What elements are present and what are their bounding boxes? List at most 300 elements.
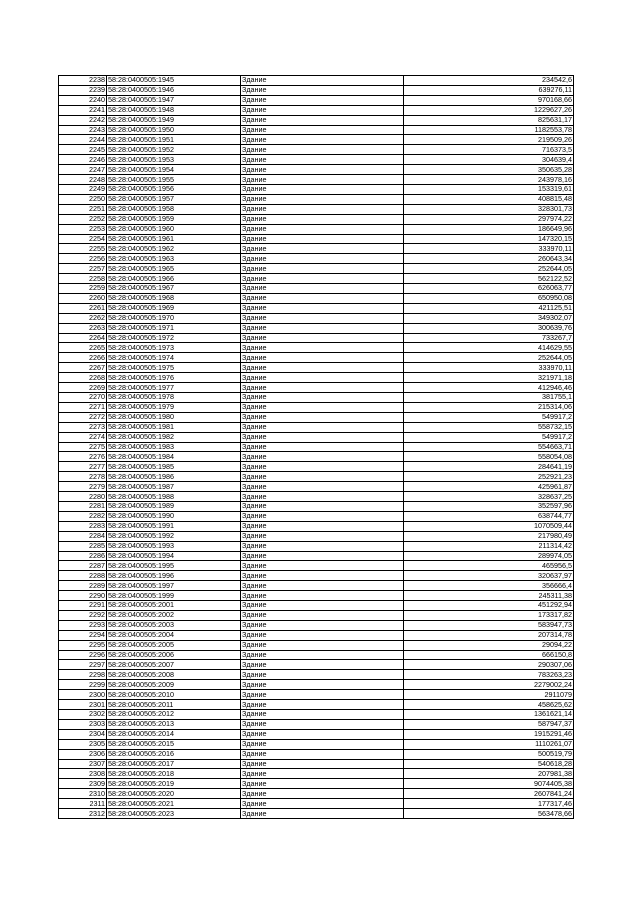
table-row (59, 145, 574, 155)
cadastral-number-cell: 58:28:0400505:1956 (107, 184, 241, 194)
row-number-cell: 2311 (59, 799, 107, 809)
cadastral-value-cell: 549917,2 (404, 432, 574, 442)
cadastral-number-cell: 58:28:0400505:1996 (107, 571, 241, 581)
object-type-cell: Здание (241, 640, 404, 650)
cadastral-value-cell: 300639,76 (404, 323, 574, 333)
object-type-cell: Здание (241, 204, 404, 214)
cadastral-number-cell: 58:28:0400505:2015 (107, 739, 241, 749)
row-number-cell: 2287 (59, 561, 107, 571)
object-type-cell: Здание (241, 442, 404, 452)
object-type-cell: Здание (241, 492, 404, 502)
object-type-cell: Здание (241, 234, 404, 244)
table-row (59, 155, 574, 165)
table-row (59, 125, 574, 135)
table-row (59, 591, 574, 601)
row-number-cell: 2265 (59, 343, 107, 353)
row-number-cell: 2259 (59, 284, 107, 294)
object-type-cell: Здание (241, 650, 404, 660)
cadastral-number-cell: 58:28:0400505:1955 (107, 175, 241, 185)
cadastral-value-cell: 451292,94 (404, 601, 574, 611)
object-type-cell: Здание (241, 373, 404, 383)
row-number-cell: 2240 (59, 95, 107, 105)
table-row (59, 739, 574, 749)
row-number-cell: 2267 (59, 363, 107, 373)
cadastral-value-cell: 289974,05 (404, 551, 574, 561)
row-number-cell: 2262 (59, 313, 107, 323)
cadastral-number-cell: 58:28:0400505:2023 (107, 809, 241, 819)
object-type-cell: Здание (241, 779, 404, 789)
row-number-cell: 2281 (59, 501, 107, 511)
object-type-cell: Здание (241, 789, 404, 799)
row-number-cell: 2283 (59, 521, 107, 531)
cadastral-number-cell: 58:28:0400505:1948 (107, 105, 241, 115)
row-number-cell: 2285 (59, 541, 107, 551)
table-row (59, 402, 574, 412)
cadastral-value-cell: 825631,17 (404, 115, 574, 125)
object-type-cell: Здание (241, 323, 404, 333)
row-number-cell: 2293 (59, 620, 107, 630)
cadastral-value-cell: 177317,46 (404, 799, 574, 809)
table-row (59, 442, 574, 452)
table-row (59, 175, 574, 185)
row-number-cell: 2294 (59, 630, 107, 640)
object-type-cell: Здание (241, 95, 404, 105)
table-row (59, 561, 574, 571)
row-number-cell: 2297 (59, 660, 107, 670)
row-number-cell: 2258 (59, 274, 107, 284)
table-row (59, 264, 574, 274)
cadastral-value-cell: 349302,07 (404, 313, 574, 323)
table-row (59, 571, 574, 581)
object-type-cell: Здание (241, 254, 404, 264)
row-number-cell: 2243 (59, 125, 107, 135)
cadastral-number-cell: 58:28:0400505:2005 (107, 640, 241, 650)
cadastral-value-cell: 234542,6 (404, 76, 574, 86)
cadastral-number-cell: 58:28:0400505:1988 (107, 492, 241, 502)
object-type-cell: Здание (241, 184, 404, 194)
cadastral-value-cell: 1361621,14 (404, 710, 574, 720)
cadastral-value-cell: 500519,79 (404, 749, 574, 759)
row-number-cell: 2279 (59, 482, 107, 492)
table-row (59, 462, 574, 472)
row-number-cell: 2278 (59, 472, 107, 482)
table-row (59, 95, 574, 105)
cadastral-number-cell: 58:28:0400505:1959 (107, 214, 241, 224)
row-number-cell: 2256 (59, 254, 107, 264)
table-row (59, 105, 574, 115)
table-row (59, 620, 574, 630)
row-number-cell: 2289 (59, 581, 107, 591)
table-row (59, 581, 574, 591)
object-type-cell: Здание (241, 274, 404, 284)
cadastral-value-cell: 260643,34 (404, 254, 574, 264)
row-number-cell: 2245 (59, 145, 107, 155)
table-row (59, 323, 574, 333)
object-type-cell: Здание (241, 145, 404, 155)
cadastral-number-cell: 58:28:0400505:1963 (107, 254, 241, 264)
row-number-cell: 2272 (59, 412, 107, 422)
object-type-cell: Здание (241, 353, 404, 363)
table-row (59, 274, 574, 284)
table-row (59, 610, 574, 620)
cadastral-number-cell: 58:28:0400505:1967 (107, 284, 241, 294)
table-row (59, 472, 574, 482)
row-number-cell: 2306 (59, 749, 107, 759)
table-row (59, 710, 574, 720)
row-number-cell: 2263 (59, 323, 107, 333)
row-number-cell: 2302 (59, 710, 107, 720)
row-number-cell: 2288 (59, 571, 107, 581)
row-number-cell: 2250 (59, 194, 107, 204)
cadastral-number-cell: 58:28:0400505:2018 (107, 769, 241, 779)
cadastral-value-cell: 1110261,07 (404, 739, 574, 749)
object-type-cell: Здание (241, 601, 404, 611)
cadastral-value-cell: 243978,16 (404, 175, 574, 185)
object-type-cell: Здание (241, 462, 404, 472)
cadastral-number-cell: 58:28:0400505:1960 (107, 224, 241, 234)
cadastral-number-cell: 58:28:0400505:1982 (107, 432, 241, 442)
table-row (59, 135, 574, 145)
cadastral-number-cell: 58:28:0400505:1981 (107, 422, 241, 432)
object-type-cell: Здание (241, 700, 404, 710)
cadastral-number-cell: 58:28:0400505:1970 (107, 313, 241, 323)
object-type-cell: Здание (241, 343, 404, 353)
object-type-cell: Здание (241, 521, 404, 531)
cadastral-value-cell: 425961,87 (404, 482, 574, 492)
cadastral-value-cell: 321971,18 (404, 373, 574, 383)
row-number-cell: 2238 (59, 76, 107, 86)
object-type-cell: Здание (241, 412, 404, 422)
row-number-cell: 2260 (59, 293, 107, 303)
table-row (59, 452, 574, 462)
table-row (59, 363, 574, 373)
cadastral-number-cell: 58:28:0400505:1989 (107, 501, 241, 511)
table-row (59, 769, 574, 779)
table-row (59, 799, 574, 809)
row-number-cell: 2244 (59, 135, 107, 145)
table-row (59, 680, 574, 690)
table-row (59, 521, 574, 531)
cadastral-number-cell: 58:28:0400505:1952 (107, 145, 241, 155)
table-row (59, 85, 574, 95)
row-number-cell: 2268 (59, 373, 107, 383)
cadastral-number-cell: 58:28:0400505:1945 (107, 76, 241, 86)
row-number-cell: 2312 (59, 809, 107, 819)
row-number-cell: 2274 (59, 432, 107, 442)
object-type-cell: Здание (241, 501, 404, 511)
cadastral-number-cell: 58:28:0400505:1965 (107, 264, 241, 274)
object-type-cell: Здание (241, 591, 404, 601)
object-type-cell: Здание (241, 115, 404, 125)
row-number-cell: 2255 (59, 244, 107, 254)
object-type-cell: Здание (241, 452, 404, 462)
table-row (59, 432, 574, 442)
cadastral-value-cell: 650950,08 (404, 293, 574, 303)
table-row (59, 194, 574, 204)
cadastral-number-cell: 58:28:0400505:1966 (107, 274, 241, 284)
row-number-cell: 2269 (59, 383, 107, 393)
row-number-cell: 2276 (59, 452, 107, 462)
cadastral-value-cell: 2911079 (404, 690, 574, 700)
cadastral-value-cell: 587947,37 (404, 719, 574, 729)
cadastral-value-cell: 304639,4 (404, 155, 574, 165)
cadastral-value-cell: 320637,97 (404, 571, 574, 581)
table-row (59, 165, 574, 175)
row-number-cell: 2291 (59, 601, 107, 611)
cadastral-number-cell: 58:28:0400505:1992 (107, 531, 241, 541)
table-row (59, 284, 574, 294)
object-type-cell: Здание (241, 393, 404, 403)
object-type-cell: Здание (241, 759, 404, 769)
table-row (59, 234, 574, 244)
cadastral-value-cell: 297974,22 (404, 214, 574, 224)
cadastral-number-cell: 58:28:0400505:1983 (107, 442, 241, 452)
object-type-cell: Здание (241, 105, 404, 115)
cadastral-value-cell: 583947,73 (404, 620, 574, 630)
table-row (59, 511, 574, 521)
cadastral-number-cell: 58:28:0400505:1994 (107, 551, 241, 561)
cadastral-number-cell: 58:28:0400505:2001 (107, 601, 241, 611)
object-type-cell: Здание (241, 551, 404, 561)
table-row (59, 244, 574, 254)
cadastral-value-cell: 333970,11 (404, 244, 574, 254)
cadastral-value-cell: 733267,7 (404, 333, 574, 343)
row-number-cell: 2301 (59, 700, 107, 710)
cadastral-value-cell: 356666,4 (404, 581, 574, 591)
cadastral-value-cell: 458625,62 (404, 700, 574, 710)
row-number-cell: 2280 (59, 492, 107, 502)
object-type-cell: Здание (241, 432, 404, 442)
object-type-cell: Здание (241, 402, 404, 412)
row-number-cell: 2266 (59, 353, 107, 363)
cadastral-number-cell: 58:28:0400505:1969 (107, 303, 241, 313)
cadastral-number-cell: 58:28:0400505:2008 (107, 670, 241, 680)
cadastral-value-cell: 252921,23 (404, 472, 574, 482)
object-type-cell: Здание (241, 264, 404, 274)
cadastral-value-cell: 207981,38 (404, 769, 574, 779)
row-number-cell: 2307 (59, 759, 107, 769)
cadastral-value-cell: 245311,38 (404, 591, 574, 601)
row-number-cell: 2271 (59, 402, 107, 412)
cadastral-value-cell: 284641,19 (404, 462, 574, 472)
cadastral-number-cell: 58:28:0400505:2021 (107, 799, 241, 809)
row-number-cell: 2270 (59, 393, 107, 403)
cadastral-value-cell: 219509,26 (404, 135, 574, 145)
cadastral-value-cell: 540618,28 (404, 759, 574, 769)
object-type-cell: Здание (241, 482, 404, 492)
row-number-cell: 2253 (59, 224, 107, 234)
object-type-cell: Здание (241, 194, 404, 204)
cadastral-value-cell: 352597,96 (404, 501, 574, 511)
cadastral-number-cell: 58:28:0400505:1949 (107, 115, 241, 125)
object-type-cell: Здание (241, 610, 404, 620)
table-row (59, 601, 574, 611)
cadastral-number-cell: 58:28:0400505:1950 (107, 125, 241, 135)
cadastral-number-cell: 58:28:0400505:2017 (107, 759, 241, 769)
object-type-cell: Здание (241, 630, 404, 640)
row-number-cell: 2277 (59, 462, 107, 472)
table-row (59, 313, 574, 323)
cadastral-number-cell: 58:28:0400505:1977 (107, 383, 241, 393)
object-type-cell: Здание (241, 224, 404, 234)
table-row (59, 501, 574, 511)
object-type-cell: Здание (241, 175, 404, 185)
object-type-cell: Здание (241, 333, 404, 343)
cadastral-number-cell: 58:28:0400505:1997 (107, 581, 241, 591)
cadastral-value-cell: 639276,11 (404, 85, 574, 95)
object-type-cell: Здание (241, 729, 404, 739)
cadastral-value-cell: 215314,06 (404, 402, 574, 412)
object-type-cell: Здание (241, 749, 404, 759)
cadastral-number-cell: 58:28:0400505:1961 (107, 234, 241, 244)
cadastral-value-cell: 549917,2 (404, 412, 574, 422)
cadastral-number-cell: 58:28:0400505:2002 (107, 610, 241, 620)
cadastral-value-cell: 333970,11 (404, 363, 574, 373)
cadastral-value-cell: 562122,52 (404, 274, 574, 284)
object-type-cell: Здание (241, 313, 404, 323)
row-number-cell: 2239 (59, 85, 107, 95)
cadastral-value-cell: 186649,96 (404, 224, 574, 234)
cadastral-number-cell: 58:28:0400505:2019 (107, 779, 241, 789)
row-number-cell: 2308 (59, 769, 107, 779)
cadastral-value-cell: 153319,61 (404, 184, 574, 194)
row-number-cell: 2300 (59, 690, 107, 700)
row-number-cell: 2264 (59, 333, 107, 343)
row-number-cell: 2273 (59, 422, 107, 432)
row-number-cell: 2246 (59, 155, 107, 165)
cadastral-number-cell: 58:28:0400505:2007 (107, 660, 241, 670)
cadastral-number-cell: 58:28:0400505:2014 (107, 729, 241, 739)
table-row (59, 76, 574, 86)
row-number-cell: 2296 (59, 650, 107, 660)
cadastral-value-cell: 381755,1 (404, 393, 574, 403)
cadastral-value-cell: 558054,08 (404, 452, 574, 462)
cadastral-number-cell: 58:28:0400505:1978 (107, 393, 241, 403)
row-number-cell: 2247 (59, 165, 107, 175)
row-number-cell: 2254 (59, 234, 107, 244)
table-row (59, 383, 574, 393)
object-type-cell: Здание (241, 690, 404, 700)
row-number-cell: 2292 (59, 610, 107, 620)
table-row (59, 333, 574, 343)
table-row (59, 393, 574, 403)
cadastral-value-cell: 626063,77 (404, 284, 574, 294)
cadastral-number-cell: 58:28:0400505:1980 (107, 412, 241, 422)
cadastral-value-cell: 408815,48 (404, 194, 574, 204)
row-number-cell: 2310 (59, 789, 107, 799)
cadastral-number-cell: 58:28:0400505:1946 (107, 85, 241, 95)
object-type-cell: Здание (241, 719, 404, 729)
row-number-cell: 2298 (59, 670, 107, 680)
cadastral-value-cell: 666150,8 (404, 650, 574, 660)
cadastral-value-cell: 1182553,78 (404, 125, 574, 135)
cadastral-value-cell: 716373,5 (404, 145, 574, 155)
table-row (59, 482, 574, 492)
cadastral-value-cell: 217980,49 (404, 531, 574, 541)
cadastral-number-cell: 58:28:0400505:1990 (107, 511, 241, 521)
cadastral-number-cell: 58:28:0400505:1971 (107, 323, 241, 333)
cadastral-number-cell: 58:28:0400505:2009 (107, 680, 241, 690)
cadastral-value-cell: 421125,51 (404, 303, 574, 313)
table-row (59, 224, 574, 234)
object-type-cell: Здание (241, 541, 404, 551)
object-type-cell: Здание (241, 620, 404, 630)
object-type-cell: Здание (241, 383, 404, 393)
object-type-cell: Здание (241, 670, 404, 680)
cadastral-value-cell: 207314,78 (404, 630, 574, 640)
table-row (59, 759, 574, 769)
cadastral-value-cell: 252644,05 (404, 353, 574, 363)
row-number-cell: 2290 (59, 591, 107, 601)
cadastral-value-cell: 147320,15 (404, 234, 574, 244)
table-row (59, 700, 574, 710)
cadastral-number-cell: 58:28:0400505:2010 (107, 690, 241, 700)
object-type-cell: Здание (241, 303, 404, 313)
object-type-cell: Здание (241, 155, 404, 165)
row-number-cell: 2284 (59, 531, 107, 541)
row-number-cell: 2282 (59, 511, 107, 521)
object-type-cell: Здание (241, 422, 404, 432)
object-type-cell: Здание (241, 799, 404, 809)
object-type-cell: Здание (241, 660, 404, 670)
object-type-cell: Здание (241, 214, 404, 224)
cadastral-value-cell: 783263,23 (404, 670, 574, 680)
cadastral-number-cell: 58:28:0400505:1957 (107, 194, 241, 204)
row-number-cell: 2305 (59, 739, 107, 749)
cadastral-value-cell: 350635,28 (404, 165, 574, 175)
object-type-cell: Здание (241, 581, 404, 591)
cadastral-number-cell: 58:28:0400505:1985 (107, 462, 241, 472)
cadastral-number-cell: 58:28:0400505:1995 (107, 561, 241, 571)
cadastral-value-cell: 211314,42 (404, 541, 574, 551)
table-row (59, 293, 574, 303)
cadastral-number-cell: 58:28:0400505:2006 (107, 650, 241, 660)
row-number-cell: 2299 (59, 680, 107, 690)
object-type-cell: Здание (241, 680, 404, 690)
row-number-cell: 2249 (59, 184, 107, 194)
object-type-cell: Здание (241, 511, 404, 521)
cadastral-value-cell: 2607841,24 (404, 789, 574, 799)
object-type-cell: Здание (241, 561, 404, 571)
table-row (59, 551, 574, 561)
object-type-cell: Здание (241, 85, 404, 95)
object-type-cell: Здание (241, 284, 404, 294)
cadastral-number-cell: 58:28:0400505:1972 (107, 333, 241, 343)
row-number-cell: 2309 (59, 779, 107, 789)
row-number-cell: 2242 (59, 115, 107, 125)
table-row (59, 343, 574, 353)
cadastral-value-cell: 554663,71 (404, 442, 574, 452)
object-type-cell: Здание (241, 135, 404, 145)
row-number-cell: 2303 (59, 719, 107, 729)
table-row (59, 214, 574, 224)
table-row (59, 422, 574, 432)
row-number-cell: 2304 (59, 729, 107, 739)
cadastral-number-cell: 58:28:0400505:1999 (107, 591, 241, 601)
table-row (59, 690, 574, 700)
cadastral-number-cell: 58:28:0400505:1991 (107, 521, 241, 531)
row-number-cell: 2286 (59, 551, 107, 561)
cadastral-value-cell: 29094,22 (404, 640, 574, 650)
cadastral-value-cell: 563478,66 (404, 809, 574, 819)
row-number-cell: 2275 (59, 442, 107, 452)
table-row (59, 650, 574, 660)
table-row (59, 789, 574, 799)
cadastral-value-cell: 2279002,24 (404, 680, 574, 690)
cadastral-table (58, 75, 574, 819)
cadastral-number-cell: 58:28:0400505:1947 (107, 95, 241, 105)
object-type-cell: Здание (241, 293, 404, 303)
